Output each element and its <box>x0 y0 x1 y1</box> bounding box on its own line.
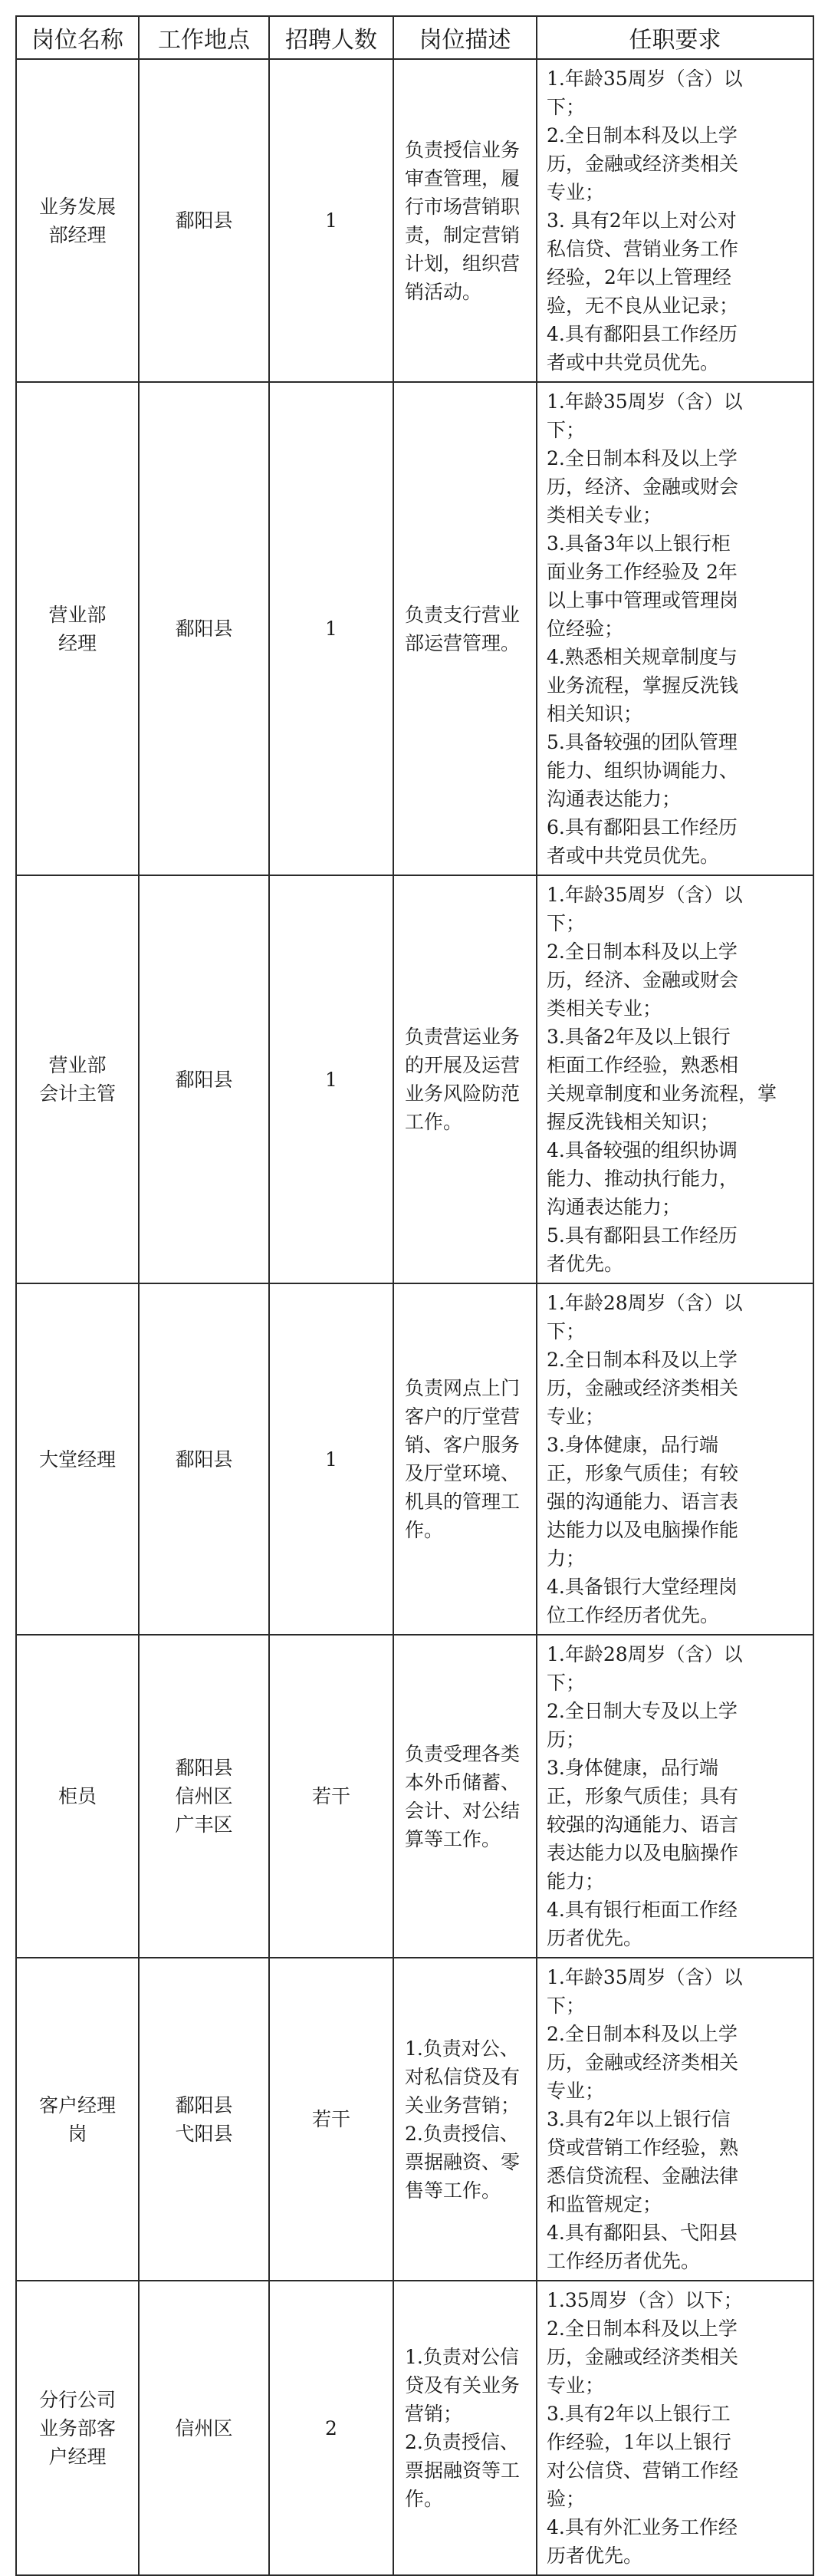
headcount-cell: 1 <box>269 875 393 1283</box>
requirements-line: 能力、推动执行能力， <box>547 1168 739 1190</box>
requirements-line: 下； <box>547 912 586 934</box>
requirements-line: 1.年龄28周岁（含）以 <box>547 1292 743 1314</box>
table-row <box>16 1283 813 1635</box>
table-header-row <box>16 16 813 59</box>
requirements-line: 3.具有2年以上银行工 <box>547 2403 731 2425</box>
requirements-line: 2.全日制本科及以上学 <box>547 2317 738 2340</box>
work-location-line: 弋阳县 <box>175 2122 233 2145</box>
job-description-line: 会计、对公结 <box>405 1799 521 1822</box>
work-location-line: 广丰区 <box>175 1813 233 1836</box>
job-posting-table <box>15 15 814 2576</box>
requirements-line: 相关知识； <box>547 703 643 725</box>
requirements-line: 工作经历者优先。 <box>547 2250 701 2272</box>
position-name-cell <box>16 1958 139 2281</box>
requirements-line: 历者优先。 <box>547 1927 643 1949</box>
job-description-cell <box>393 59 537 382</box>
job-description-line: 营销； <box>405 2403 463 2425</box>
requirements-line: 历者优先。 <box>547 2545 643 2567</box>
job-description-line: 责，制定营销 <box>405 223 521 246</box>
job-description-line: 票据融资、零 <box>405 2150 521 2173</box>
position-name-line: 柜员 <box>58 1785 97 1807</box>
job-description-line: 销、客户服务 <box>405 1434 521 1456</box>
position-name-line: 大堂经理 <box>38 1448 116 1471</box>
work-location-line: 信州区 <box>175 1785 233 1807</box>
job-description-line: 机具的管理工 <box>405 1491 521 1513</box>
requirements-line: 专业； <box>547 2374 605 2396</box>
work-location-cell <box>139 1958 269 2281</box>
work-location-cell <box>139 1635 269 1958</box>
header-requirements: 任职要求 <box>537 16 813 59</box>
header-job-description: 岗位描述 <box>393 16 537 59</box>
table-row <box>16 1958 813 2281</box>
requirements-line: 2.全日制本科及以上学 <box>547 2023 738 2045</box>
job-description-line: 1.负责对公信 <box>405 2346 519 2368</box>
requirements-line: 柜面工作经验，熟悉相 <box>547 1054 739 1076</box>
requirements-line: 3.身体健康，品行端 <box>547 1757 718 1779</box>
requirements-line: 验，无不良从业记录； <box>547 295 739 317</box>
job-description-line: 计划，组织营 <box>405 252 521 275</box>
job-description-line: 部运营管理。 <box>405 631 521 654</box>
requirements-line: 历，金融或经济类相关 <box>547 153 739 175</box>
header-work-location: 工作地点 <box>139 16 269 59</box>
requirements-line: 4.熟悉相关规章制度与 <box>547 646 738 668</box>
requirements-line: 2.全日制本科及以上学 <box>547 447 738 469</box>
table-row <box>16 875 813 1283</box>
requirements-line: 者或中共党员优先。 <box>547 351 720 374</box>
header-headcount: 招聘人数 <box>269 16 393 59</box>
requirements-line: 位经验； <box>547 618 624 640</box>
requirements-cell <box>537 1958 813 2281</box>
table-row <box>16 1635 813 1958</box>
job-description-line: 负责支行营业 <box>405 603 521 626</box>
requirements-line: 4.具有外汇业务工作经 <box>547 2516 738 2538</box>
requirements-line: 1.年龄28周岁（含）以 <box>547 1643 743 1665</box>
position-name-cell <box>16 2281 139 2575</box>
requirements-line: 3.具备3年以上银行柜 <box>547 532 731 555</box>
requirements-line: 私信贷、营销业务工作 <box>547 238 739 260</box>
requirements-line: 历，经济、金融或财会 <box>547 969 739 991</box>
position-name-line: 营业部 <box>48 603 107 626</box>
requirements-line: 1.年龄35周岁（含）以 <box>547 884 743 906</box>
table-row <box>16 382 813 875</box>
requirements-line: 2.全日制本科及以上学 <box>547 124 738 147</box>
job-description-line: 作。 <box>405 1519 444 1541</box>
job-description-cell <box>393 382 537 875</box>
position-name-line: 经理 <box>58 631 97 654</box>
job-description-line: 销活动。 <box>405 280 482 303</box>
requirements-line: 3. 具有2年以上对公对 <box>547 209 737 232</box>
job-description-line: 负责授信业务 <box>405 138 521 161</box>
requirements-line: 专业； <box>547 181 605 203</box>
requirements-line: 沟通表达能力； <box>547 788 682 810</box>
job-description-line: 关业务营销； <box>405 2093 521 2116</box>
requirements-line: 下； <box>547 1995 586 2017</box>
requirements-line: 表达能力以及电脑操作 <box>547 1842 739 1864</box>
requirements-line: 类相关专业； <box>547 504 662 526</box>
job-description-line: 工作。 <box>405 1111 463 1133</box>
requirements-cell <box>537 1283 813 1635</box>
job-description-cell <box>393 1283 537 1635</box>
job-description-cell <box>393 875 537 1283</box>
job-description-line: 客户的厅堂营 <box>405 1405 521 1428</box>
job-description-line: 业务风险防范 <box>405 1082 521 1105</box>
requirements-cell <box>537 59 813 382</box>
requirements-line: 和监管规定； <box>547 2193 662 2215</box>
position-name-line: 业务部客 <box>38 2416 116 2439</box>
work-location-line: 鄱阳县 <box>175 1448 233 1471</box>
requirements-line: 者或中共党员优先。 <box>547 845 720 867</box>
headcount-cell: 若干 <box>269 1958 393 2281</box>
requirements-line: 4.具备较强的组织协调 <box>547 1139 738 1161</box>
work-location-line: 鄱阳县 <box>175 1068 233 1091</box>
requirements-line: 2.全日制本科及以上学 <box>547 940 738 963</box>
requirements-line: 专业； <box>547 2080 605 2102</box>
requirements-line: 验； <box>547 2488 586 2510</box>
requirements-line: 1.35周岁（含）以下； <box>547 2289 743 2311</box>
job-description-line: 2.负责授信、 <box>405 2122 519 2145</box>
position-name-cell <box>16 875 139 1283</box>
work-location-cell <box>139 1283 269 1635</box>
requirements-line: 类相关专业； <box>547 997 662 1020</box>
job-description-line: 行市场营销职 <box>405 195 521 218</box>
headcount-cell: 1 <box>269 59 393 382</box>
requirements-line: 关规章制度和业务流程，掌 <box>547 1082 777 1105</box>
table-row <box>16 59 813 382</box>
headcount-cell: 1 <box>269 382 393 875</box>
table-row <box>16 2281 813 2575</box>
job-description-line: 售等工作。 <box>405 2179 501 2202</box>
requirements-line: 4.具有银行柜面工作经 <box>547 1899 738 1921</box>
requirements-line: 4.具有鄱阳县工作经历 <box>547 323 738 345</box>
requirements-line: 下； <box>547 419 586 441</box>
job-description-line: 作。 <box>405 2488 444 2510</box>
requirements-line: 经验，2年以上管理经 <box>547 266 731 288</box>
job-description-line: 审查管理，履 <box>405 166 521 189</box>
work-location-cell <box>139 2281 269 2575</box>
requirements-line: 3.具有2年以上银行信 <box>547 2108 731 2130</box>
requirements-line: 下； <box>547 96 586 118</box>
requirements-line: 3.具备2年及以上银行 <box>547 1026 731 1048</box>
requirements-line: 能力、组织协调能力、 <box>547 759 739 782</box>
job-description-line: 票据融资等工 <box>405 2459 521 2482</box>
header-position-name: 岗位名称 <box>16 16 139 59</box>
work-location-line: 鄱阳县 <box>175 2093 233 2116</box>
requirements-line: 者优先。 <box>547 1253 624 1275</box>
position-name-cell <box>16 1635 139 1958</box>
job-description-line: 负责网点上门 <box>405 1377 521 1399</box>
requirements-line: 历，金融或经济类相关 <box>547 1377 739 1399</box>
requirements-cell <box>537 1635 813 1958</box>
requirements-line: 业务流程，掌握反洗钱 <box>547 674 739 697</box>
position-name-cell <box>16 1283 139 1635</box>
requirements-line: 专业； <box>547 1405 605 1428</box>
requirements-line: 1.年龄35周岁（含）以 <box>547 68 743 90</box>
position-name-line: 会计主管 <box>38 1082 116 1105</box>
requirements-line: 历，经济、金融或财会 <box>547 476 739 498</box>
requirements-line: 下； <box>547 1672 586 1694</box>
position-name-line: 户经理 <box>48 2445 107 2468</box>
headcount-cell: 2 <box>269 2281 393 2575</box>
headcount-cell: 若干 <box>269 1635 393 1958</box>
requirements-cell <box>537 2281 813 2575</box>
position-name-cell <box>16 382 139 875</box>
position-name-line: 分行公司 <box>38 2388 116 2411</box>
requirements-line: 历，金融或经济类相关 <box>547 2051 739 2074</box>
work-location-line: 信州区 <box>175 2416 233 2439</box>
position-name-line: 岗 <box>67 2122 87 2145</box>
requirements-line: 正，形象气质佳；有较 <box>547 1462 739 1484</box>
requirements-line: 1.年龄35周岁（含）以 <box>547 1966 743 1988</box>
requirements-line: 对公信贷、营销工作经 <box>547 2459 739 2482</box>
job-description-line: 的开展及运营 <box>405 1054 521 1076</box>
requirements-line: 较强的沟通能力、语言 <box>547 1813 739 1836</box>
job-description-line: 2.负责授信、 <box>405 2431 519 2453</box>
requirements-line: 贷或营销工作经验，熟 <box>547 2136 739 2159</box>
requirements-line: 5.具备较强的团队管理 <box>547 731 738 753</box>
requirements-line: 正，形象气质佳；具有 <box>547 1785 739 1807</box>
requirements-line: 能力； <box>547 1870 605 1892</box>
requirements-line: 历，金融或经济类相关 <box>547 2346 739 2368</box>
work-location-cell <box>139 875 269 1283</box>
requirements-line: 力； <box>547 1547 586 1570</box>
requirements-line: 悉信贷流程、金融法律 <box>547 2165 739 2187</box>
job-description-line: 贷及有关业务 <box>405 2374 521 2396</box>
job-description-line: 负责受理各类 <box>405 1742 521 1765</box>
position-name-line: 营业部 <box>48 1054 107 1076</box>
requirements-line: 3.身体健康，品行端 <box>547 1434 718 1456</box>
requirements-line: 5.具有鄱阳县工作经历 <box>547 1224 738 1247</box>
requirements-line: 1.年龄35周岁（含）以 <box>547 390 743 413</box>
job-description-cell <box>393 1958 537 2281</box>
job-description-line: 对私信贷及有 <box>405 2065 521 2088</box>
requirements-cell <box>537 875 813 1283</box>
job-description-line: 1.负责对公、 <box>405 2037 519 2060</box>
requirements-line: 4.具有鄱阳县、弋阳县 <box>547 2222 738 2244</box>
requirements-line: 历； <box>547 1728 586 1751</box>
position-name-line: 业务发展 <box>38 195 116 218</box>
requirements-line: 4.具备银行大堂经理岗 <box>547 1576 738 1598</box>
work-location-line: 鄱阳县 <box>175 209 233 232</box>
position-name-line: 客户经理 <box>38 2093 116 2116</box>
job-description-line: 负责营运业务 <box>405 1026 521 1048</box>
job-description-line: 算等工作。 <box>405 1827 501 1850</box>
job-description-cell <box>393 2281 537 2575</box>
job-description-line: 及厅堂环境、 <box>405 1462 521 1484</box>
requirements-line: 2.全日制大专及以上学 <box>547 1700 738 1722</box>
requirements-line: 6.具有鄱阳县工作经历 <box>547 816 738 838</box>
position-name-cell <box>16 59 139 382</box>
requirements-cell <box>537 382 813 875</box>
work-location-cell <box>139 382 269 875</box>
job-description-line: 本外币储蓄、 <box>405 1771 521 1794</box>
requirements-line: 位工作经历者优先。 <box>547 1604 720 1626</box>
headcount-cell: 1 <box>269 1283 393 1635</box>
requirements-line: 沟通表达能力； <box>547 1196 682 1218</box>
requirements-line: 作经验，1年以上银行 <box>547 2431 731 2453</box>
requirements-line: 下； <box>547 1320 586 1342</box>
requirements-line: 2.全日制本科及以上学 <box>547 1349 738 1371</box>
requirements-line: 以上事中管理或管理岗 <box>547 589 739 611</box>
job-description-cell <box>393 1635 537 1958</box>
work-location-cell <box>139 59 269 382</box>
position-name-line: 部经理 <box>48 223 107 246</box>
work-location-line: 鄱阳县 <box>175 1757 233 1779</box>
requirements-line: 强的沟通能力、语言表 <box>547 1491 739 1513</box>
requirements-line: 握反洗钱相关知识； <box>547 1111 720 1133</box>
requirements-line: 达能力以及电脑操作能 <box>547 1519 739 1541</box>
work-location-line: 鄱阳县 <box>175 618 233 640</box>
requirements-line: 面业务工作经验及 2年 <box>547 561 738 583</box>
